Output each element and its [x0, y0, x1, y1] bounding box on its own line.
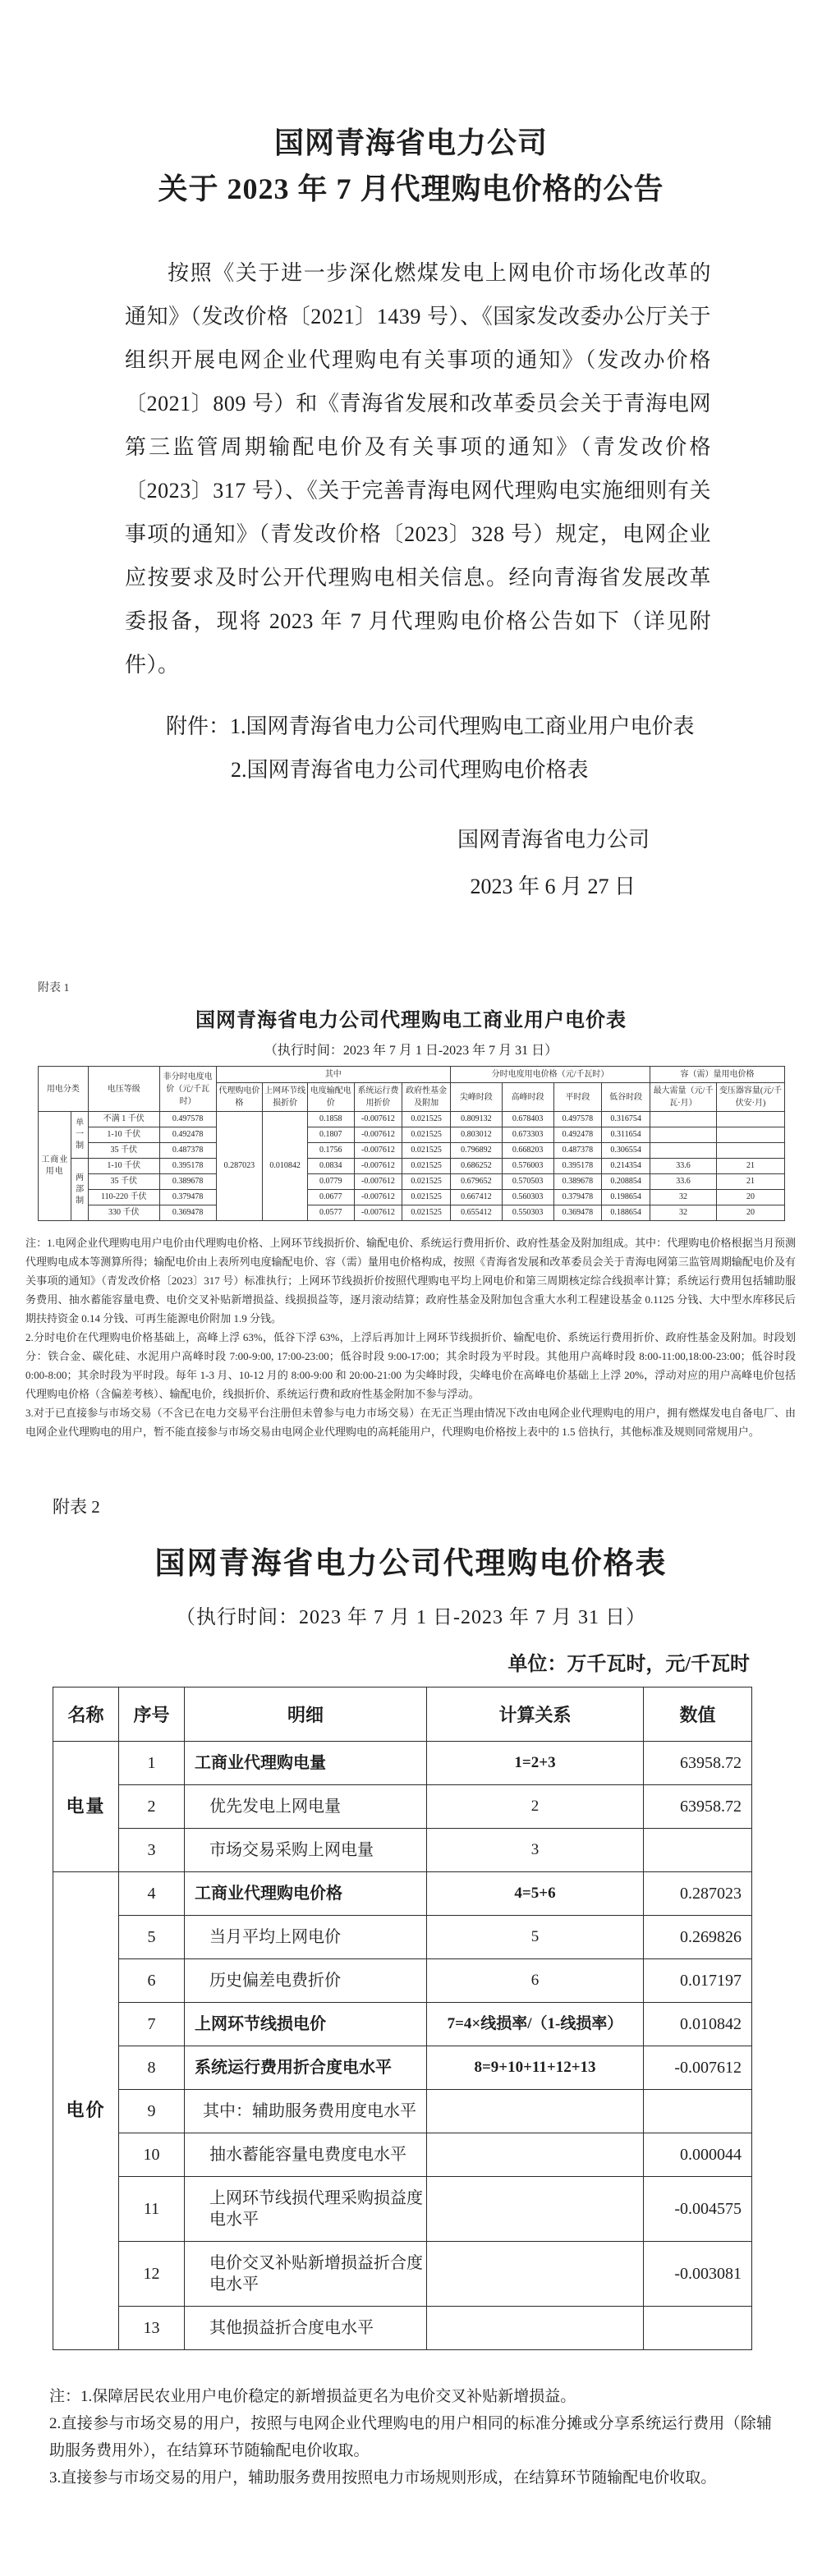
system-two-part-cell: 两部制: [71, 1159, 88, 1221]
table2-note-1: 注：1.保障居民农业用户电价稳定的新增损益更名为电价交叉补贴新增损益。: [49, 2388, 576, 2405]
transformer-cell: 20: [716, 1205, 784, 1221]
t1-header-voltage: 电压等级: [88, 1067, 159, 1112]
detail-cell: 上网环节线损代理采购损益度电水平: [185, 2177, 427, 2242]
peak-cell: 0.678403: [502, 1112, 553, 1127]
value-cell: 0.287023: [644, 1872, 752, 1916]
detail-cell: 电价交叉补贴新增损益折合度电水平: [185, 2242, 427, 2307]
transformer-cell: [716, 1143, 784, 1159]
max-demand-cell: 32: [650, 1190, 716, 1205]
relation-cell: 1=2+3: [427, 1742, 644, 1785]
t2-header-detail: 明细: [185, 1687, 427, 1742]
no-cell: 1: [119, 1742, 185, 1785]
no-cell: 4: [119, 1872, 185, 1916]
table-row: [39, 1143, 785, 1159]
peak-cell: 0.668203: [502, 1143, 553, 1159]
table-row: [53, 1872, 752, 1916]
relation-cell: [427, 2307, 644, 2350]
non-tou-cell: 0.369478: [159, 1205, 216, 1221]
no-cell: 2: [119, 1785, 185, 1829]
sharp-cell: 0.667412: [451, 1190, 503, 1205]
no-cell: 12: [119, 2242, 185, 2307]
peak-cell: 0.673303: [502, 1127, 553, 1143]
relation-cell: [427, 2177, 644, 2242]
non-tou-cell: 0.395178: [159, 1159, 216, 1174]
system-op-cell: -0.007612: [354, 1127, 402, 1143]
detail-cell: 系统运行费用折合度电水平: [185, 2046, 427, 2090]
voltage-cell: 不满 1 千伏: [88, 1112, 159, 1127]
t1-header-transformer: 变压器容量(元/千伏安·月): [716, 1083, 784, 1112]
detail-cell: 上网环节线损电价: [185, 2003, 427, 2046]
flat-cell: 0.389678: [553, 1174, 602, 1190]
value-cell: 0.000044: [644, 2133, 752, 2177]
voltage-cell: 1-10 千伏: [88, 1159, 159, 1174]
value-cell: [644, 2090, 752, 2133]
system-op-cell: -0.007612: [354, 1190, 402, 1205]
t1-header-agency-price: 代理购电价格: [216, 1083, 263, 1112]
relation-cell: 4=5+6: [427, 1872, 644, 1916]
relation-cell: 2: [427, 1785, 644, 1829]
t1-header-sharp: 尖峰时段: [451, 1083, 503, 1112]
value-cell: -0.004575: [644, 2177, 752, 2242]
no-cell: 8: [119, 2046, 185, 2090]
value-cell: -0.003081: [644, 2242, 752, 2307]
detail-cell: 工商业代理购电量: [185, 1742, 427, 1785]
system-op-cell: -0.007612: [354, 1112, 402, 1127]
table2-header-row: [53, 1687, 752, 1742]
valley-cell: 0.306554: [602, 1143, 650, 1159]
t1-header-tou: 分时电度用电价格（元/千瓦时）: [451, 1067, 650, 1083]
t1-header-system-op: 系统运行费用折价: [354, 1083, 402, 1112]
table-row: [53, 1742, 752, 1785]
flat-cell: 0.492478: [553, 1127, 602, 1143]
table1-header-row-1: [39, 1067, 785, 1083]
t2-header-name: 名称: [53, 1687, 119, 1742]
table-row: [53, 2046, 752, 2090]
relation-cell: [427, 2090, 644, 2133]
system-op-cell: -0.007612: [354, 1174, 402, 1190]
detail-cell: 优先发电上网电量: [185, 1785, 427, 1829]
table1-note-3: 3.对于已直接参与市场交易（不含已在电力交易平台注册但未曾参与电力市场交易）在无正当理由情况下改由电网企业代理购电的用户，拥有燃煤发电自备电厂、由电网企业代理购电的用户，暂不能直接参与市场交易由电网企业代理购电的高耗能用户，代理购电价格按上表中的 1.5 倍执行，其他标准及规则同常规用户。: [25, 1407, 796, 1438]
announcement-title-line2: 关于 2023 年 7 月代理购电价格的公告: [158, 172, 664, 205]
table-row: [53, 1916, 752, 1959]
table-row: [39, 1159, 785, 1174]
sharp-cell: 0.809132: [451, 1112, 503, 1127]
value-cell: 0.269826: [644, 1916, 752, 1959]
no-cell: 5: [119, 1916, 185, 1959]
detail-cell: 当月平均上网电价: [185, 1916, 427, 1959]
attachment-line-1: 附件：1.国网青海省电力公司代理购电工商业用户电价表: [166, 714, 695, 738]
relation-cell: [427, 2242, 644, 2307]
t1-header-max-demand: 最大需量（元/千瓦·月）: [650, 1083, 716, 1112]
transformer-cell: [716, 1112, 784, 1127]
sharp-cell: 0.655412: [451, 1205, 503, 1221]
attachments-list: [166, 705, 822, 792]
table1-notes: [25, 1233, 796, 1441]
value-cell: 0.017197: [644, 1959, 752, 2003]
relation-cell: 8=9+10+11+12+13: [427, 2046, 644, 2090]
transmission-cell: 0.0577: [307, 1205, 354, 1221]
max-demand-cell: [650, 1112, 716, 1127]
voltage-cell: 110-220 千伏: [88, 1190, 159, 1205]
voltage-cell: 330 千伏: [88, 1205, 159, 1221]
gov-fund-cell: 0.021525: [402, 1205, 451, 1221]
table-row: [53, 1959, 752, 2003]
appendix2-label: 附表 2: [53, 1497, 100, 1517]
peak-cell: 0.570503: [502, 1174, 553, 1190]
t1-header-category: 用电分类: [39, 1067, 89, 1112]
table2-notes: [49, 2383, 772, 2491]
valley-cell: 0.208854: [602, 1174, 650, 1190]
flat-cell: 0.379478: [553, 1190, 602, 1205]
no-cell: 11: [119, 2177, 185, 2242]
non-tou-cell: 0.379478: [159, 1190, 216, 1205]
table1-note-1: 注：1.电网企业代理购电用户电价由代理购电价格、上网环节线损折价、输配电价、系统运行费用折价、政府性基金及附加组成。其中：代理购电价格根据当月预测代理购电成本等测算所得；输配电价由上表所列电度输配电价、容（需）量用电价格构成，按照《青海省发展和改革委员会关于青海电网第三监管周期输配电价及有关事项的通知》（青发改价格〔2023〕317 号）标准执行；上网环节线损折价按照代理购电平均上网电价和第三周期核定综合线损率计算；系统运行费用包括辅助服务费用、抽水蓄能容量电费、电价交叉补贴新增损益、线损损益等，逐月滚动结算；政府性基金及附加包含重大水利工程建设基金 0.1125 分钱、大中型水库移民后期扶持资金 0.14 分钱、可再生能源电价附加 1.9 分钱。: [25, 1237, 796, 1325]
valley-cell: 0.311654: [602, 1127, 650, 1143]
no-cell: 6: [119, 1959, 185, 2003]
relation-cell: 7=4×线损率/（1-线损率）: [427, 2003, 644, 2046]
line-loss-cell: 0.010842: [263, 1112, 308, 1221]
group-price-cell: 电价: [53, 1872, 119, 2350]
table1-note-2: 2.分时电价在代理购电价格基础上，高峰上浮 63%，低谷下浮 63%，上浮后再加计上网环节线损折价、输配电价、系统运行费用折价、政府性基金及附加。时段划分：铁合金、碳化硅、水泥用户高峰时段 7:00-9:00, 17:00-23:00；低谷时段 9:00-17:00；其余时段为平时段。其他用户高峰时段 8:00-11:00,18:00-23:00；低谷时段 0:00-8:00；其余时段为平时段。每年 1-3 月、10-12 月的 8:00-9:00 和 20:00-21:00 为尖峰时段，尖峰电价在高峰电价基础上上浮 20%，浮动对应的用户高峰电价包括代理购电价格（含偏差考核）、输配电价，线损折价、系统运行费和政府性基金附加不参与浮动。: [25, 1331, 796, 1400]
table-row: [53, 2307, 752, 2350]
table-row: [53, 2090, 752, 2133]
no-cell: 3: [119, 1829, 185, 1872]
value-cell: [644, 1829, 752, 1872]
attachment-line-2: 2.国网青海省电力公司代理购电价格表: [231, 758, 589, 782]
non-tou-cell: 0.497578: [159, 1112, 216, 1127]
detail-cell: 抽水蓄能容量电费度电水平: [185, 2133, 427, 2177]
table2-note-2: 2.直接参与市场交易的用户，按照与电网企业代理购电的用户相同的标准分摊或分享系统运行费用（除辅助服务费用外），在结算环节随输配电价收取。: [49, 2415, 772, 2459]
flat-cell: 0.487378: [553, 1143, 602, 1159]
value-cell: 0.010842: [644, 2003, 752, 2046]
t2-header-relation: 计算关系: [427, 1687, 644, 1742]
valley-cell: 0.188654: [602, 1205, 650, 1221]
table-row: [53, 1829, 752, 1872]
max-demand-cell: [650, 1143, 716, 1159]
t1-header-line-loss: 上网环节线损折价: [263, 1083, 308, 1112]
transformer-cell: 21: [716, 1159, 784, 1174]
t1-header-valley: 低谷时段: [602, 1083, 650, 1112]
t1-header-among: 其中: [216, 1067, 450, 1083]
table-row: [39, 1190, 785, 1205]
appendix1-label: 附表 1: [38, 982, 70, 994]
table-row: [39, 1112, 785, 1127]
gov-fund-cell: 0.021525: [402, 1159, 451, 1174]
max-demand-cell: [650, 1127, 716, 1143]
non-tou-cell: 0.487378: [159, 1143, 216, 1159]
t2-header-no: 序号: [119, 1687, 185, 1742]
value-cell: -0.007612: [644, 2046, 752, 2090]
t1-header-demand-capacity: 容（需）量用电价格: [650, 1067, 784, 1083]
gov-fund-cell: 0.021525: [402, 1143, 451, 1159]
table2-unit: 单位：万千瓦时，元/千瓦时: [507, 1654, 750, 1675]
no-cell: 9: [119, 2090, 185, 2133]
peak-cell: 0.560303: [502, 1190, 553, 1205]
t1-header-transmission: 电度输配电价: [307, 1083, 354, 1112]
transformer-cell: 21: [716, 1174, 784, 1190]
t1-header-flat: 平时段: [553, 1083, 602, 1112]
table-row: [39, 1174, 785, 1190]
t1-header-peak: 高峰时段: [502, 1083, 553, 1112]
table-row: [53, 2133, 752, 2177]
detail-cell: 其中：辅助服务费用度电水平: [185, 2090, 427, 2133]
sharp-cell: 0.686252: [451, 1159, 503, 1174]
flat-cell: 0.369478: [553, 1205, 602, 1221]
relation-cell: [427, 2133, 644, 2177]
system-op-cell: -0.007612: [354, 1159, 402, 1174]
non-tou-cell: 0.492478: [159, 1127, 216, 1143]
transmission-cell: 0.1807: [307, 1127, 354, 1143]
peak-cell: 0.576003: [502, 1159, 553, 1174]
agency-price-cell: 0.287023: [216, 1112, 263, 1221]
detail-cell: 其他损益折合度电水平: [185, 2307, 427, 2350]
table2-title: 国网青海省电力公司代理购电价格表: [154, 1547, 668, 1581]
announcement-body: 按照《关于进一步深化燃煤发电上网电价市场化改革的通知》（发改价格〔2021〕1439 号）、《国家发改委办公厅关于组织开展电网企业代理购电有关事项的通知》（发改办价格〔2021〕809 号）和《青海省发展和改革委员会关于青海电网第三监管周期输配电价及有关事项的通知》（青发改价格〔2023〕317 号）、《关于完善青海电网代理购电实施细则有关事项的通知》（青发改价格〔2023〕328 号）规定，电网企业应按要求及时公开代理购电相关信息。经向青海省发展改革委报备，现将 2023 年 7 月代理购电价格公告如下（详见附件）。: [125, 261, 711, 677]
relation-cell: 3: [427, 1829, 644, 1872]
table-row: [39, 1127, 785, 1143]
table-row: [53, 2003, 752, 2046]
max-demand-cell: 32: [650, 1205, 716, 1221]
announcement-title-line1: 国网青海省电力公司: [273, 126, 548, 159]
system-single-cell: 单一制: [71, 1112, 88, 1159]
t2-header-value: 数值: [644, 1687, 752, 1742]
signature-block: [0, 816, 822, 910]
transmission-cell: 0.0677: [307, 1190, 354, 1205]
signature-date: 2023 年 6 月 27 日: [470, 875, 636, 898]
signature-company: 国网青海省电力公司: [457, 828, 650, 852]
value-cell: 63958.72: [644, 1785, 752, 1829]
gov-fund-cell: 0.021525: [402, 1112, 451, 1127]
detail-cell: 市场交易采购上网电量: [185, 1829, 427, 1872]
system-op-cell: -0.007612: [354, 1205, 402, 1221]
commercial-user-price-table: [38, 1066, 785, 1221]
valley-cell: 0.316754: [602, 1112, 650, 1127]
transmission-cell: 0.1858: [307, 1112, 354, 1127]
table-row: [39, 1205, 785, 1221]
sharp-cell: 0.803012: [451, 1127, 503, 1143]
detail-cell: 工商业代理购电价格: [185, 1872, 427, 1916]
no-cell: 10: [119, 2133, 185, 2177]
table-row: [53, 2242, 752, 2307]
table-row: [53, 1785, 752, 1829]
transformer-cell: 20: [716, 1190, 784, 1205]
value-cell: [644, 2307, 752, 2350]
transformer-cell: [716, 1127, 784, 1143]
voltage-cell: 35 千伏: [88, 1143, 159, 1159]
flat-cell: 0.497578: [553, 1112, 602, 1127]
table-row: [53, 2177, 752, 2242]
valley-cell: 0.198654: [602, 1190, 650, 1205]
transmission-cell: 0.0834: [307, 1159, 354, 1174]
sharp-cell: 0.679652: [451, 1174, 503, 1190]
flat-cell: 0.395178: [553, 1159, 602, 1174]
voltage-cell: 1-10 千伏: [88, 1127, 159, 1143]
peak-cell: 0.550303: [502, 1205, 553, 1221]
no-cell: 7: [119, 2003, 185, 2046]
gov-fund-cell: 0.021525: [402, 1190, 451, 1205]
value-cell: 63958.72: [644, 1742, 752, 1785]
system-op-cell: -0.007612: [354, 1143, 402, 1159]
sharp-cell: 0.796892: [451, 1143, 503, 1159]
table1-title: 国网青海省电力公司代理购电工商业用户电价表: [195, 1010, 627, 1031]
table2-note-3: 3.直接参与市场交易的用户，辅助服务费用按照电力市场规则形成，在结算环节随输配电价收取。: [49, 2469, 717, 2486]
gov-fund-cell: 0.021525: [402, 1127, 451, 1143]
non-tou-cell: 0.389678: [159, 1174, 216, 1190]
group-quantity-cell: 电量: [53, 1742, 119, 1872]
valley-cell: 0.214354: [602, 1159, 650, 1174]
relation-cell: 5: [427, 1916, 644, 1959]
table1-period: （执行时间：2023 年 7 月 1 日-2023 年 7 月 31 日）: [264, 1044, 558, 1058]
t1-header-non-tou: 非分时电度电价（元/千瓦时）: [159, 1067, 216, 1112]
agency-purchase-price-table: [53, 1687, 752, 2350]
t1-header-gov-fund: 政府性基金及附加: [402, 1083, 451, 1112]
category-cell: 工商业用电: [39, 1112, 71, 1221]
max-demand-cell: 33.6: [650, 1174, 716, 1190]
voltage-cell: 35 千伏: [88, 1174, 159, 1190]
max-demand-cell: 33.6: [650, 1159, 716, 1174]
relation-cell: 6: [427, 1959, 644, 2003]
transmission-cell: 0.1756: [307, 1143, 354, 1159]
detail-cell: 历史偏差电费折价: [185, 1959, 427, 2003]
transmission-cell: 0.0779: [307, 1174, 354, 1190]
table2-period: （执行时间：2023 年 7 月 1 日-2023 年 7 月 31 日）: [176, 1607, 646, 1628]
no-cell: 13: [119, 2307, 185, 2350]
gov-fund-cell: 0.021525: [402, 1174, 451, 1190]
